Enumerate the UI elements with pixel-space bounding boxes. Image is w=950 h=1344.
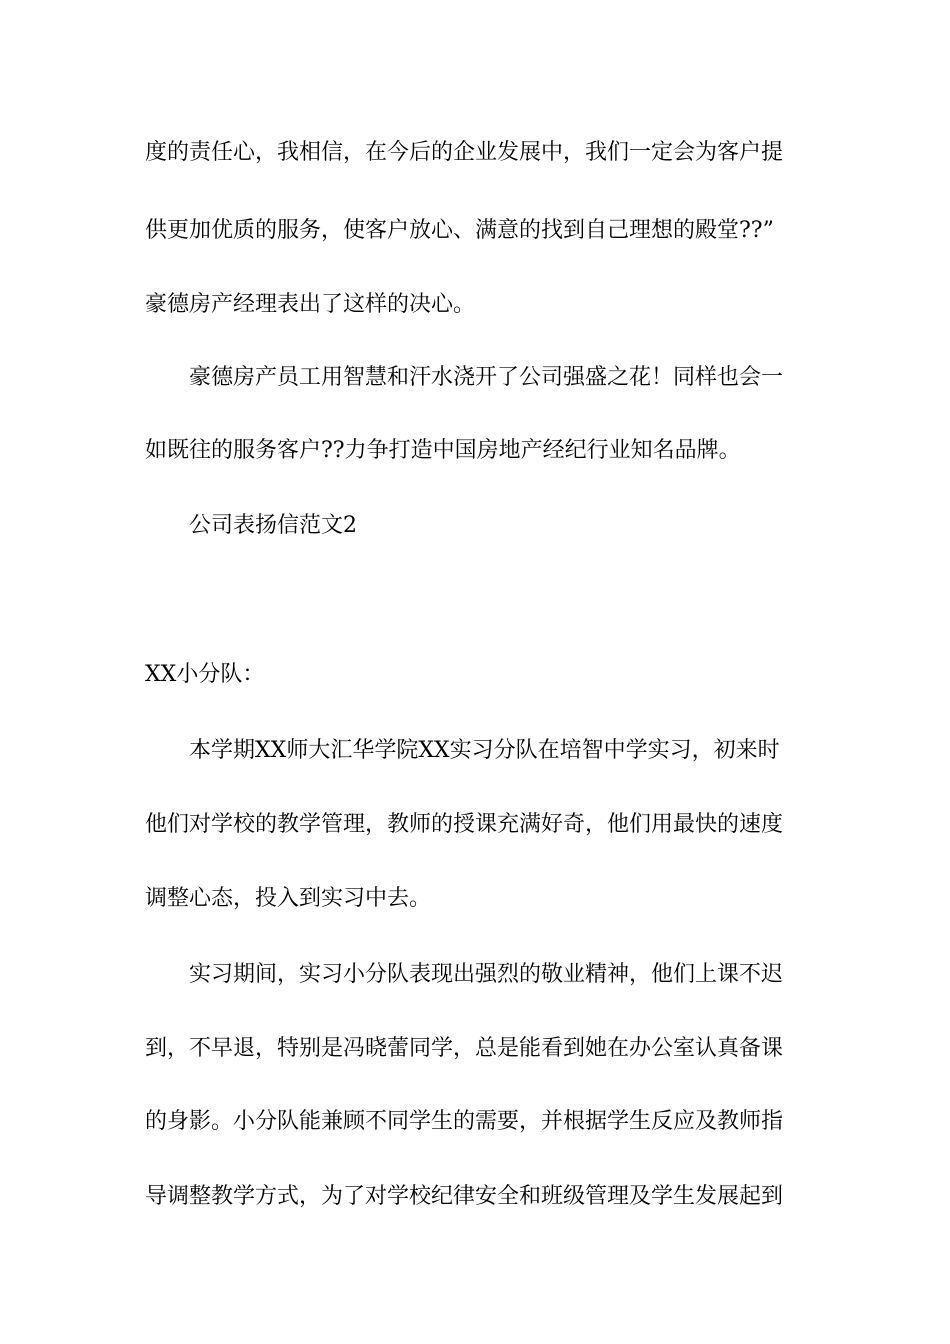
paragraph-line: 导调整教学方式，为了对学校纪律安全和班级管理及学生发展起到 (145, 1184, 784, 1209)
paragraph-line: 如既往的服务客户??力争打造中国房地产经纪行业知名品牌。 (145, 438, 741, 463)
paragraph-line: 豪德房产员工用智慧和汗水浇开了公司强盛之花！同样也会一 (189, 365, 784, 390)
paragraph-line: 调整心态，投入到实习中去。 (145, 886, 432, 911)
paragraph-line: 供更加优质的服务，使客户放心、满意的找到自己理想的殿堂??” (145, 218, 774, 243)
section-heading: 公司表扬信范文2 (189, 513, 357, 538)
paragraph-line: 到，不早退，特别是冯晓蕾同学，总是能看到她在办公室认真备课 (145, 1036, 784, 1061)
paragraph-line: 豪德房产经理表出了这样的决心。 (145, 292, 476, 317)
paragraph-line: 度的责任心，我相信，在今后的企业发展中，我们一定会为客户提 (145, 140, 784, 165)
paragraph-line: 他们对学校的教学管理，教师的授课充满好奇，他们用最快的速度 (145, 812, 784, 837)
paragraph-line: 的身影。小分队能兼顾不同学生的需要，并根据学生反应及教师指 (145, 1109, 784, 1134)
paragraph-line: 实习期间，实习小分队表现出强烈的敬业精神，他们上课不迟 (189, 962, 784, 987)
salutation: XX小分队： (145, 662, 265, 687)
paragraph-line: 本学期XX师大汇华学院XX实习分队在培智中学实习，初来时 (189, 738, 780, 763)
